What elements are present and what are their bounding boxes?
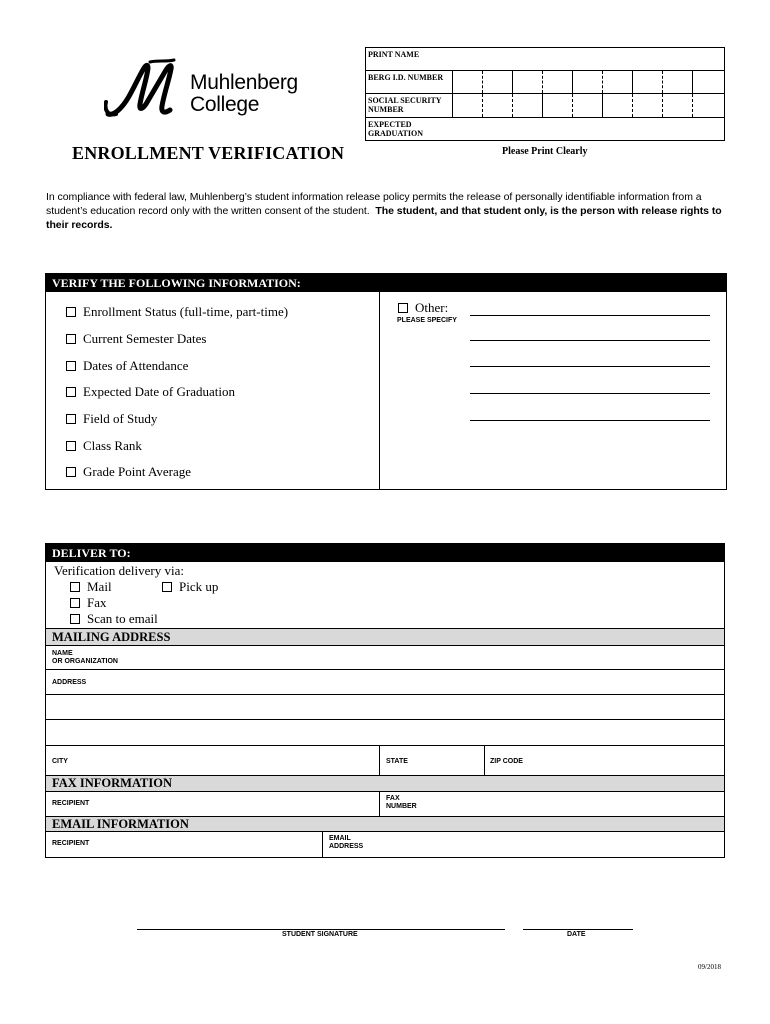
checkbox-enrollment-status[interactable]: Enrollment Status (full-time, part-time) — [66, 304, 288, 320]
print-name-row[interactable]: PRINT NAME — [366, 48, 724, 71]
checkbox-icon[interactable] — [398, 303, 408, 313]
delivery-via-label: Verification delivery via: — [54, 563, 184, 578]
checkbox-scan-email[interactable]: Scan to email — [70, 611, 158, 627]
other-line-5[interactable] — [470, 420, 710, 421]
state-label: STATE — [386, 758, 408, 765]
email-address-label: EMAIL ADDRESS — [329, 835, 364, 850]
college-name: Muhlenberg College — [190, 71, 298, 116]
student-signature-label: STUDENT SIGNATURE — [282, 931, 358, 938]
zip-label: ZIP CODE — [490, 758, 523, 765]
checkbox-class-rank[interactable]: Class Rank — [66, 438, 142, 454]
form-title: ENROLLMENT VERIFICATION — [72, 143, 345, 163]
date-line[interactable] — [523, 929, 633, 930]
expected-graduation-row[interactable]: EXPECTED GRADUATION — [368, 120, 423, 138]
fax-row — [46, 792, 724, 816]
deliver-section — [45, 543, 725, 858]
checkbox-icon[interactable] — [66, 414, 76, 424]
fax-recipient-label: RECIPIENT — [52, 800, 90, 807]
checkbox-icon[interactable] — [66, 361, 76, 371]
checkbox-semester-dates[interactable]: Current Semester Dates — [66, 331, 206, 347]
checkbox-other[interactable]: Other: — [398, 300, 448, 316]
ssn-row[interactable]: SOCIAL SECURITY NUMBER — [366, 94, 724, 118]
email-information-header: EMAIL INFORMATION — [46, 816, 724, 832]
intro-paragraph: In compliance with federal law, Muhlenberg’s student information release policy permits the release of personally identifiable information from a student’s education record only with the written consent of the student. The student, and that student only, is the person with release rights to their records. — [46, 191, 722, 231]
checkbox-mail[interactable]: Mail — [70, 579, 112, 595]
fax-information-header: FAX INFORMATION — [46, 775, 724, 792]
deliver-header: DELIVER TO: — [46, 544, 724, 562]
city-state-zip-row — [46, 746, 724, 776]
fax-number-label: FAX NUMBER — [386, 795, 417, 810]
address-line-3-field[interactable] — [46, 720, 724, 746]
checkbox-field-of-study[interactable]: Field of Study — [66, 411, 157, 427]
checkbox-icon[interactable] — [70, 582, 80, 592]
address-field[interactable]: ADDRESS — [46, 670, 724, 695]
please-specify-label: PLEASE SPECIFY — [397, 317, 457, 324]
student-signature-line[interactable] — [137, 929, 505, 930]
email-recipient-label: RECIPIENT — [52, 840, 90, 847]
checkbox-icon[interactable] — [70, 598, 80, 608]
student-id-box — [365, 47, 725, 141]
checkbox-icon[interactable] — [162, 582, 172, 592]
checkbox-icon[interactable] — [66, 307, 76, 317]
checkbox-fax[interactable]: Fax — [70, 595, 107, 611]
berg-id-row[interactable]: BERG I.D. NUMBER — [366, 71, 724, 94]
checkbox-pickup[interactable]: Pick up — [162, 579, 218, 595]
verify-section — [45, 273, 727, 490]
city-label: CITY — [52, 758, 68, 765]
revision-date: 09/2018 — [698, 963, 721, 971]
checkbox-icon[interactable] — [66, 467, 76, 477]
other-line-3[interactable] — [470, 366, 710, 367]
date-label: DATE — [567, 931, 586, 938]
checkbox-icon[interactable] — [66, 441, 76, 451]
email-row — [46, 832, 724, 857]
please-print-clearly: Please Print Clearly — [502, 146, 588, 157]
mailing-address-header: MAILING ADDRESS — [46, 628, 724, 646]
other-line-1[interactable] — [470, 315, 710, 316]
other-line-4[interactable] — [470, 393, 710, 394]
other-line-2[interactable] — [470, 340, 710, 341]
address-line-2-field[interactable] — [46, 695, 724, 720]
muhlenberg-logo-mark-icon — [104, 58, 186, 120]
name-field[interactable]: NAME OR ORGANIZATION — [46, 646, 724, 670]
checkbox-icon[interactable] — [66, 387, 76, 397]
checkbox-dates-attendance[interactable]: Dates of Attendance — [66, 358, 188, 374]
checkbox-expected-graduation[interactable]: Expected Date of Graduation — [66, 384, 235, 400]
verify-header: VERIFY THE FOLLOWING INFORMATION: — [46, 274, 726, 292]
checkbox-icon[interactable] — [66, 334, 76, 344]
checkbox-icon[interactable] — [70, 614, 80, 624]
checkbox-gpa[interactable]: Grade Point Average — [66, 464, 191, 480]
